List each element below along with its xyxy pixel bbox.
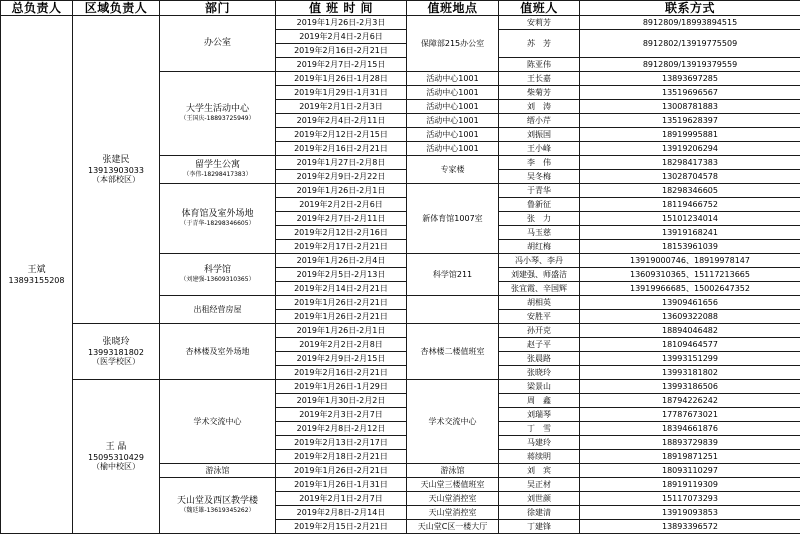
duty-time: 2019年2月2日-2月6日	[276, 198, 407, 212]
contact: 18298346605	[580, 184, 800, 198]
table-row	[1, 324, 800, 338]
department-manager: （魏廷雄-13619345262）	[160, 507, 275, 515]
duty-location: 活动中心1001	[407, 100, 499, 114]
duty-time: 2019年1月26日-1月28日	[276, 72, 407, 86]
duty-time: 2019年2月2日-2月8日	[276, 338, 407, 352]
duty-time: 2019年1月26日-2月21日	[276, 310, 407, 324]
contact: 13609322088	[580, 310, 800, 324]
duty-person: 刘 宾	[499, 464, 580, 478]
contact: 13028704578	[580, 170, 800, 184]
contact: 13909461656	[580, 296, 800, 310]
duty-person: 于青华	[499, 184, 580, 198]
duty-person: 张晨路	[499, 352, 580, 366]
duty-person: 王长嘉	[499, 72, 580, 86]
duty-time: 2019年1月29日-1月31日	[276, 86, 407, 100]
region-lead-phone: 13913903033	[73, 166, 159, 175]
duty-location: 活动中心1001	[407, 128, 499, 142]
duty-person: 苏 芳	[499, 30, 580, 58]
region-lead-campus: （医学校区）	[73, 357, 159, 366]
department-cell: 杏林楼及室外场地	[160, 324, 276, 380]
duty-time: 2019年2月18日-2月21日	[276, 450, 407, 464]
contact: 18298417383	[580, 156, 800, 170]
duty-time: 2019年1月26日-1月31日	[276, 478, 407, 492]
duty-person: 刘建强、师盛洁	[499, 268, 580, 282]
duty-person: 安胜平	[499, 310, 580, 324]
contact: 18919871251	[580, 450, 800, 464]
department-cell: 出租经营房屋	[160, 296, 276, 324]
duty-time: 2019年1月30日-2月2日	[276, 394, 407, 408]
contact: 15101234014	[580, 212, 800, 226]
header-contact: 联系方式	[580, 1, 800, 16]
contact: 8912809/18993894515	[580, 16, 800, 30]
duty-location: 活动中心1001	[407, 114, 499, 128]
contact: 13919206294	[580, 142, 800, 156]
duty-location	[407, 296, 499, 324]
duty-time: 2019年2月14日-2月21日	[276, 282, 407, 296]
duty-time: 2019年1月26日-2月1日	[276, 324, 407, 338]
header-duty-time: 值 班 时 间	[276, 1, 407, 16]
duty-time: 2019年2月1日-2月3日	[276, 100, 407, 114]
duty-person: 陈亚伟	[499, 58, 580, 72]
department-cell	[160, 72, 276, 156]
duty-time: 2019年2月15日-2月21日	[276, 520, 407, 534]
duty-time: 2019年2月5日-2月13日	[276, 268, 407, 282]
contact: 8912809/13919379559	[580, 58, 800, 72]
duty-person: 鲁新征	[499, 198, 580, 212]
duty-person: 梁景山	[499, 380, 580, 394]
contact: 18893729839	[580, 436, 800, 450]
department-name: 办公室	[160, 38, 275, 49]
contact: 15117073293	[580, 492, 800, 506]
department-manager: （于青华-18298346605）	[160, 220, 275, 228]
contact: 13919168241	[580, 226, 800, 240]
duty-person: 蒋续明	[499, 450, 580, 464]
region-lead-campus: （本部校区）	[73, 175, 159, 184]
table-row	[1, 16, 800, 30]
duty-location: 学术交流中心	[407, 380, 499, 464]
duty-person: 刘瑞琴	[499, 408, 580, 422]
contact: 18153961039	[580, 240, 800, 254]
contact: 13893396572	[580, 520, 800, 534]
duty-time: 2019年1月26日-2月3日	[276, 16, 407, 30]
duty-time: 2019年1月26日-1月29日	[276, 380, 407, 394]
department-manager: （李伟-18298417383）	[160, 171, 275, 179]
duty-time: 2019年2月9日-2月22日	[276, 170, 407, 184]
duty-time: 2019年2月12日-2月15日	[276, 128, 407, 142]
region-lead-cell	[73, 380, 160, 534]
region-lead-name: 张建民	[73, 155, 159, 166]
contact: 13893697285	[580, 72, 800, 86]
duty-person: 徐建清	[499, 506, 580, 520]
header-duty-location: 值班地点	[407, 1, 499, 16]
region-lead-campus: （榆中校区）	[73, 462, 159, 471]
duty-location: 新体育馆1007室	[407, 184, 499, 254]
duty-location: 天山堂消控室	[407, 492, 499, 506]
region-lead-phone: 13993181802	[73, 348, 159, 357]
department-name: 科学馆	[160, 265, 275, 276]
region-lead-cell	[73, 16, 160, 324]
department-name: 大学生活动中心	[160, 104, 275, 115]
duty-time: 2019年1月26日-2月1日	[276, 184, 407, 198]
duty-time: 2019年2月16日-2月21日	[276, 44, 407, 58]
duty-person: 孙开克	[499, 324, 580, 338]
duty-time: 2019年2月7日-2月15日	[276, 58, 407, 72]
duty-person: 丁 雪	[499, 422, 580, 436]
duty-location: 专家楼	[407, 156, 499, 184]
duty-person: 张晓玲	[499, 366, 580, 380]
duty-time: 2019年2月9日-2月15日	[276, 352, 407, 366]
duty-person: 刘 涛	[499, 100, 580, 114]
duty-person: 周 鑫	[499, 394, 580, 408]
duty-person: 张宜霞、辛国辉	[499, 282, 580, 296]
contact: 13919000746、18919978147	[580, 254, 800, 268]
duty-location: 保障部215办公室	[407, 16, 499, 72]
header-duty-person: 值班人	[499, 1, 580, 16]
duty-time: 2019年1月26日-2月21日	[276, 296, 407, 310]
region-lead-phone: 15095310429	[73, 453, 159, 462]
contact: 13993186506	[580, 380, 800, 394]
contact: 18794226242	[580, 394, 800, 408]
duty-time: 2019年1月27日-2月8日	[276, 156, 407, 170]
duty-person: 李 伟	[499, 156, 580, 170]
duty-location: 活动中心1001	[407, 142, 499, 156]
duty-person: 王小峰	[499, 142, 580, 156]
contact: 18093110297	[580, 464, 800, 478]
header-row	[1, 1, 800, 16]
department-name: 体育馆及室外场地	[160, 209, 275, 220]
duty-person: 刘世颜	[499, 492, 580, 506]
duty-person: 吴冬梅	[499, 170, 580, 184]
duty-time: 2019年1月26日-2月4日	[276, 254, 407, 268]
duty-location: 活动中心1001	[407, 72, 499, 86]
contact: 17787673021	[580, 408, 800, 422]
header-department: 部门	[160, 1, 276, 16]
contact: 13919966685、15002647352	[580, 282, 800, 296]
duty-time: 2019年1月26日-2月21日	[276, 464, 407, 478]
header-region-lead: 区域负责人	[73, 1, 160, 16]
duty-location: 天山堂C区一楼大厅	[407, 520, 499, 534]
general-lead-phone: 13893155208	[1, 276, 72, 285]
department-cell	[160, 156, 276, 184]
contact: 13519696567	[580, 86, 800, 100]
contact: 18919119309	[580, 478, 800, 492]
contact: 8912802/13919775509	[580, 30, 800, 58]
department-cell	[160, 478, 276, 534]
department-name: 天山堂及西区教学楼	[160, 496, 275, 507]
department-manager: （王国庆-18893725949）	[160, 115, 275, 123]
contact: 13008781883	[580, 100, 800, 114]
department-cell	[160, 254, 276, 296]
region-lead-name: 张晓玲	[73, 337, 159, 348]
department-cell: 游泳馆	[160, 464, 276, 478]
duty-time: 2019年2月16日-2月21日	[276, 366, 407, 380]
duty-location: 天山堂三楼值班室	[407, 478, 499, 492]
duty-time: 2019年2月4日-2月6日	[276, 30, 407, 44]
duty-person: 赵子平	[499, 338, 580, 352]
duty-person: 胡相英	[499, 296, 580, 310]
duty-time: 2019年2月1日-2月7日	[276, 492, 407, 506]
duty-person: 胡红梅	[499, 240, 580, 254]
duty-time: 2019年2月17日-2月21日	[276, 240, 407, 254]
department-cell: 学术交流中心	[160, 380, 276, 464]
contact: 18119466752	[580, 198, 800, 212]
duty-person: 安莉芳	[499, 16, 580, 30]
duty-person: 马建玲	[499, 436, 580, 450]
header-general-lead: 总负责人	[1, 1, 73, 16]
duty-time: 2019年2月16日-2月21日	[276, 142, 407, 156]
department-cell	[160, 16, 276, 72]
duty-person: 缙小芹	[499, 114, 580, 128]
contact: 18894046482	[580, 324, 800, 338]
contact: 13919093853	[580, 506, 800, 520]
region-lead-cell	[73, 324, 160, 380]
general-lead-cell	[1, 16, 73, 534]
duty-location: 科学馆211	[407, 254, 499, 296]
duty-person: 丁建锋	[499, 520, 580, 534]
region-lead-name: 王 晶	[73, 442, 159, 453]
duty-location: 杏林楼二楼值班室	[407, 324, 499, 380]
duty-time: 2019年2月13日-2月17日	[276, 436, 407, 450]
duty-location: 游泳馆	[407, 464, 499, 478]
contact: 18394661876	[580, 422, 800, 436]
table-row	[1, 380, 800, 394]
duty-person: 马玉慈	[499, 226, 580, 240]
duty-time: 2019年2月3日-2月7日	[276, 408, 407, 422]
duty-location: 天山堂消控室	[407, 506, 499, 520]
duty-person: 吴正材	[499, 478, 580, 492]
department-name: 留学生公寓	[160, 160, 275, 171]
department-manager: （刘建强-13609310365）	[160, 276, 275, 284]
general-lead-name: 王斌	[1, 265, 72, 276]
duty-time: 2019年2月12日-2月16日	[276, 226, 407, 240]
contact: 13993151299	[580, 352, 800, 366]
duty-person: 张 力	[499, 212, 580, 226]
duty-person: 冯小琴、李丹	[499, 254, 580, 268]
duty-time: 2019年2月7日-2月11日	[276, 212, 407, 226]
duty-time: 2019年2月8日-2月14日	[276, 506, 407, 520]
contact: 13993181802	[580, 366, 800, 380]
contact: 18919995881	[580, 128, 800, 142]
contact: 18109464577	[580, 338, 800, 352]
duty-person: 刘振国	[499, 128, 580, 142]
duty-person: 柴菊芳	[499, 86, 580, 100]
contact: 13609310365、15117213665	[580, 268, 800, 282]
duty-time: 2019年2月8日-2月12日	[276, 422, 407, 436]
contact: 13519628397	[580, 114, 800, 128]
duty-time: 2019年2月4日-2月11日	[276, 114, 407, 128]
department-cell	[160, 184, 276, 254]
duty-location: 活动中心1001	[407, 86, 499, 100]
